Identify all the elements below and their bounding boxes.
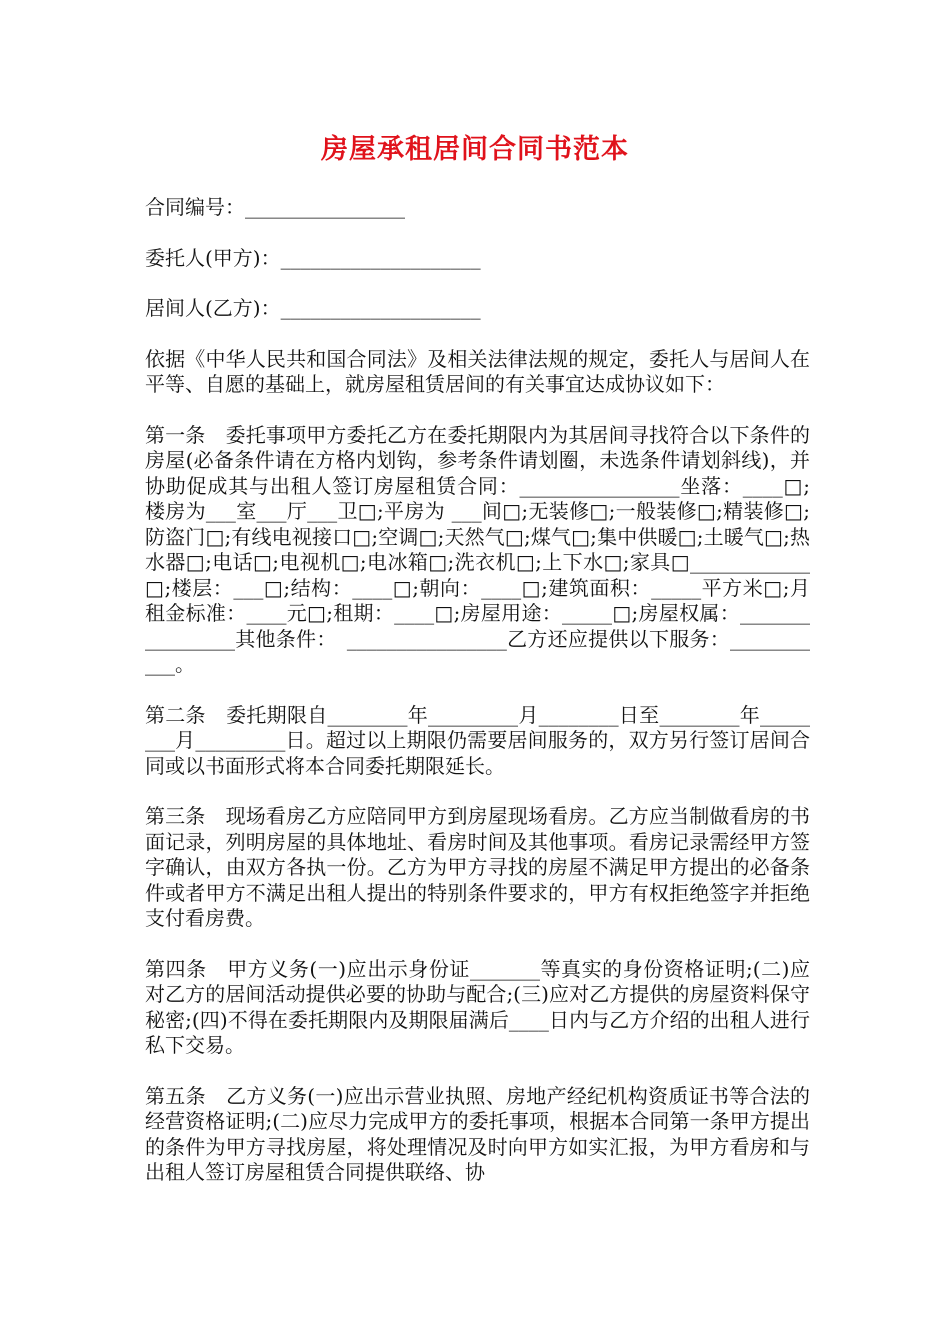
- intro-paragraph: 依据《中华人民共和国合同法》及相关法律法规的规定，委托人与居间人在平等、自愿的基础上，就房屋租赁居间的有关事宜达成协议如下：: [145, 346, 810, 396]
- article-2: 第二条 委托期限自________年_________月________日至________年________月_________日。超过以上期限仍需要居间服务的，双方另行签订居间合同或以书面形式将本合同委托期限延长。: [145, 702, 810, 778]
- document-body: [145, 195, 810, 1211]
- article-3: 第三条 现场看房乙方应陪同甲方到房屋现场看房。乙方应当制做看房的书面记录，列明房屋的具体地址、看房时间及其他事项。看房记录需经甲方签字确认，由双方各执一份。乙方为甲方寻找的房屋不满足甲方提出的必备条件或者甲方不满足出租人提出的特别条件要求的，甲方有权拒绝签字并拒绝支付看房费。: [145, 804, 810, 930]
- contract-number-field: 合同编号：________________: [145, 195, 405, 219]
- article-5: 第五条 乙方义务(一)应出示营业执照、房地产经纪机构资质证书等合法的经营资格证明;(二)应尽力完成甲方的委托事项，根据本合同第一条甲方提出的条件为甲方寻找房屋，将处理情况及时向甲方如实汇报，为甲方看房和与出租人签订房屋租赁合同提供联络、协: [145, 1083, 810, 1184]
- article-1: 第一条 委托事项甲方委托乙方在委托期限内为其居间寻找符合以下条件的房屋(必备条件请在方格内划钩，参考条件请划圈，未选条件请划斜线)，并协助促成其与出租人签订房屋租赁合同：________________坐落：____□;楼房为___室___厅___卫□;平房为 ___间□;无装修□;一般装修□;精装修□;防盗门□;有线电视接口□;空调□;天然气□;煤气□;集中供暖□;土暖气□;热水器□;电话□;电视机□;电冰箱□;洗衣机□;上下水□;家具□____________□;楼层：___□;结构：____□;朝向：____□;建筑面积：_____平方米□;月租金标准：____元□;租期：____□;房屋用途：_____□;房屋权属：________________其他条件： ________________乙方还应提供以下服务：___________。: [145, 422, 810, 676]
- party-a-field: 委托人(甲方)：____________________: [145, 245, 481, 270]
- article-4: 第四条 甲方义务(一)应出示身份证_______等真实的身份资格证明;(二)应对乙方的居间活动提供必要的协助与配合;(三)应对乙方提供的房屋资料保守秘密;(四)不得在委托期限内及期限届满后____日内与乙方介绍的出租人进行私下交易。: [145, 956, 810, 1057]
- party-b-field: 居间人(乙方)：____________________: [145, 296, 481, 320]
- document-title: 房屋承租居间合同书范本: [321, 134, 629, 165]
